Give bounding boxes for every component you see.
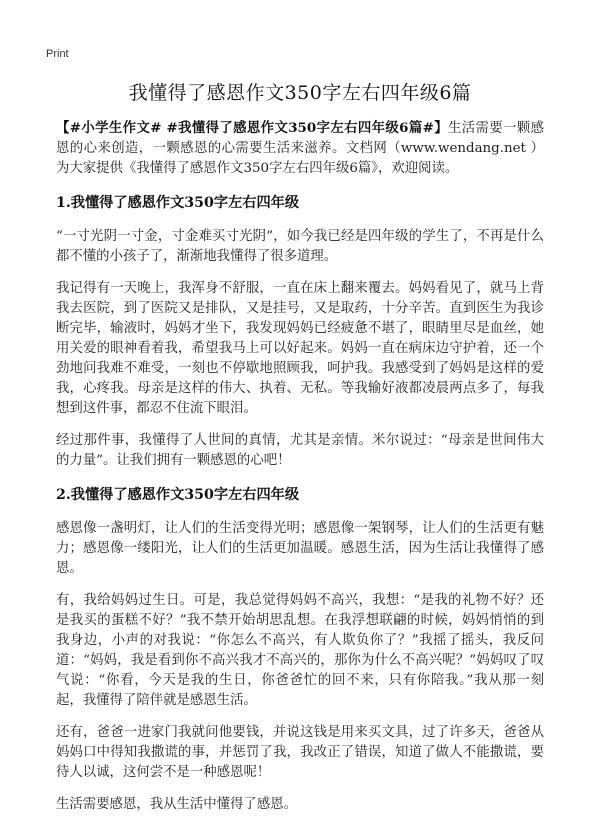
section-1-paragraph-3: 经过那件事，我懂得了人世间的真情，尤其是亲情。米尔说过：“母亲是世间伟大的力量”。让我们拥有一颗感恩的心吧！ [56, 433, 544, 468]
intro-text: 生活需要一颗感恩的心来创造，一颗感恩的心需要生活来滋养。文档网（www.wendang.net ）为大家提供《我懂得了感恩作文350字左右四年级6篇》，欢迎阅读。 [56, 121, 545, 176]
intro-tag: 【#小学生作文# #我懂得了感恩作文350字左右四年级6篇#】 [56, 120, 448, 136]
intro-paragraph [56, 118, 544, 179]
section-1-paragraph-1: “一寸光阴一寸金，寸金难买寸光阴”，如今我已经是四年级的学生了，不再是什么都不懂的小孩子了，渐渐地我懂得了很多道理。 [56, 229, 544, 264]
section-2-paragraph-1: 感恩像一盏明灯，让人们的生活变得光明；感恩像一架钢琴，让人们的生活更有魅力；感恩像一缕阳光，让人们的生活更加温暖。感恩生活，因为生活让我懂得了感恩。 [56, 521, 544, 576]
section-2-paragraph-2: 有，我给妈妈过生日。可是，我总觉得妈妈不高兴，我想：“是我的礼物不好？还是我买的蛋糕不好？”我不禁开始胡思乱想。在我浮想联翩的时候，妈妈悄悄的到我身边，小声的对我说：“你怎么不高兴，有人欺负你了？”我摇了摇头，我反问道：“妈妈，我是看到你不高兴我才不高兴的，那你为什么不高兴呢？”妈妈叹了叹气说：“你看，今天是我的生日，你爸爸忙的回不来，只有你陪我。”我从那一刻起，我懂得了陪伴就是感恩生活。 [56, 593, 544, 708]
section-heading-2: 2.我懂得了感恩作文350字左右四年级 [56, 487, 300, 503]
section-heading-1: 1.我懂得了感恩作文350字左右四年级 [56, 195, 300, 211]
section-2-paragraph-3: 还有，爸爸一进家门我就问他要钱，并说这钱是用来买文具，过了许多天，爸爸从妈妈口中得知我撒谎的事，并惩罚了我，我改正了错误，知道了做人不能撒谎，要待人以诚，这何尝不是一种感恩呢！ [56, 725, 544, 780]
article-body [56, 118, 544, 827]
section-1-paragraph-2: 我记得有一天晚上，我浑身不舒服，一直在床上翻来覆去。妈妈看见了，就马上背我去医院，到了医院又是排队，又是挂号，又是取药，十分辛苦。直到医生为我诊断完毕，输液时，妈妈才坐下，我发现妈妈已经疲惫不堪了，眼睛里尽是血丝，她用关爱的眼神看着我，希望我马上可以好起来。妈妈一直在病床边守护着，还一个劲地问我难不难受，一刻也不停歇地照顾我，呵护我。我感受到了妈妈是这样的爱我，心疼我。母亲是这样的伟大、执着、无私。等我输好液都凌晨两点多了，每我想到这件事，都忍不住流下眼泪。 [56, 281, 544, 416]
section-2-paragraph-4: 生活需要感恩，我从生活中懂得了感恩。 [56, 797, 298, 812]
page-title: 我懂得了感恩作文350字左右四年级6篇 [128, 82, 472, 104]
print-label: Print [46, 48, 69, 60]
